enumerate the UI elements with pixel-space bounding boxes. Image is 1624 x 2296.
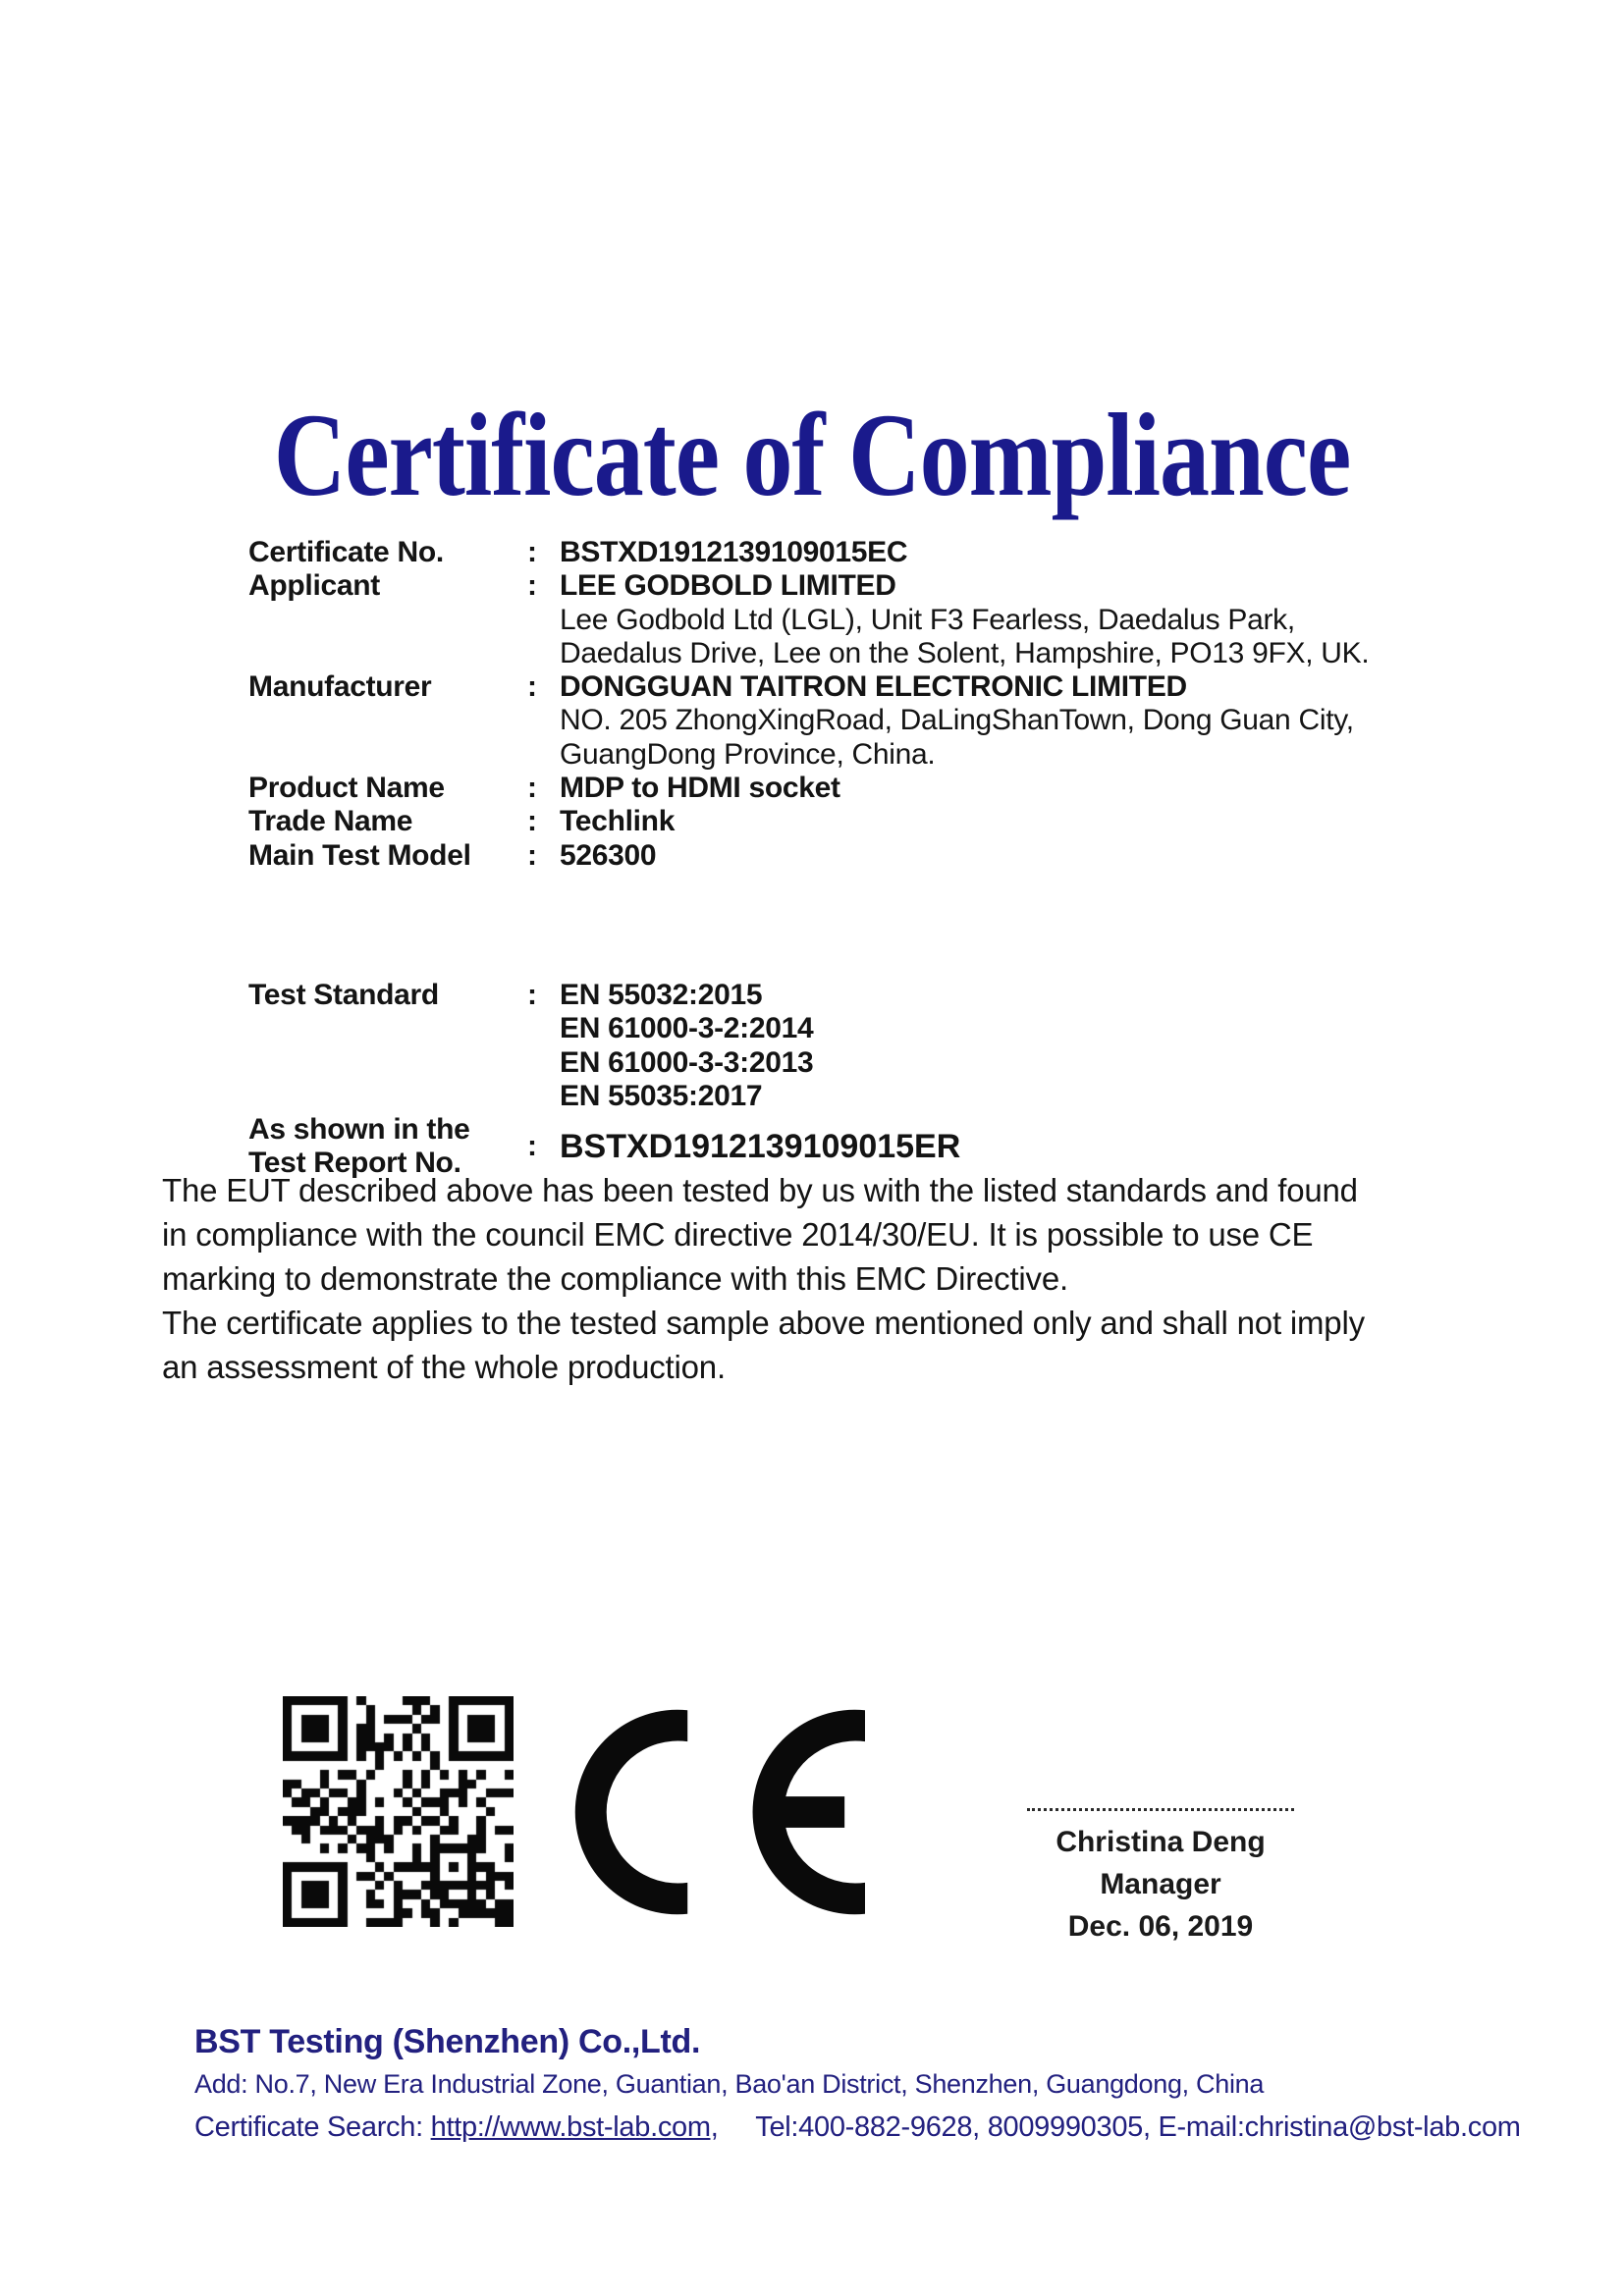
field-colon: :	[527, 569, 537, 603]
statement-line: in compliance with the council EMC directive 2014/30/EU. It is possible to use CE	[162, 1216, 1314, 1253]
field-row-test-standard	[248, 979, 1486, 1113]
statement-line: The certificate applies to the tested sample above mentioned only and shall not imply	[162, 1305, 1365, 1341]
page-title: Certificate of Compliance	[273, 390, 1351, 522]
trade-name-value: Techlink	[560, 805, 676, 838]
test-report-label-line1: As shown in the	[248, 1113, 470, 1147]
certificate-search-url[interactable]: http://www.bst-lab.com,	[430, 2111, 719, 2143]
certificate-no-value: BSTXD1912139109015EC	[560, 536, 908, 568]
test-report-label-line2: Test Report No.	[248, 1147, 461, 1180]
field-row-applicant	[248, 569, 1486, 670]
footer	[194, 2022, 1521, 2144]
applicant-name: LEE GODBOLD LIMITED	[560, 569, 896, 603]
statement-line: an assessment of the whole production.	[162, 1349, 726, 1385]
field-label-test-standard: Test Standard	[248, 978, 439, 1011]
field-colon: :	[527, 536, 537, 568]
field-label-certificate-no: Certificate No.	[248, 536, 444, 568]
manufacturer-address-line: GuangDong Province, China.	[560, 737, 936, 771]
field-colon: :	[527, 670, 537, 704]
field-label-trade-name: Trade Name	[248, 805, 413, 838]
product-name-value: MDP to HDMI socket	[560, 772, 840, 805]
manufacturer-address-line: NO. 205 ZhongXingRoad, DaLingShanTown, Dong Guan City,	[560, 704, 1354, 737]
field-colon: :	[527, 1130, 537, 1163]
field-label-applicant: Applicant	[248, 569, 380, 603]
main-test-model-value: 526300	[560, 838, 657, 872]
applicant-address-line: Daedalus Drive, Lee on the Solent, Hampshire, PO13 9FX, UK.	[560, 636, 1370, 669]
field-label-manufacturer: Manufacturer	[248, 670, 432, 704]
statement-line: marking to demonstrate the compliance with this EMC Directive.	[162, 1260, 1068, 1297]
footer-contact: Tel:400-882-9628, 8009990305, E-mail:christina@bst-lab.com	[755, 2111, 1521, 2143]
signer-name: Christina Deng	[1056, 1826, 1266, 1858]
field-row-product-name	[248, 772, 1486, 805]
field-colon: :	[527, 838, 537, 872]
field-label-product-name: Product Name	[248, 772, 445, 805]
ce-mark-icon	[574, 1708, 867, 1916]
test-standard-value: EN 61000-3-2:2014	[560, 1012, 814, 1045]
footer-address: Add: No.7, New Era Industrial Zone, Guantian, Bao'an District, Shenzhen, Guangdong, China	[194, 2069, 1265, 2099]
test-standard-value: EN 55032:2015	[560, 978, 763, 1011]
signature-block	[1013, 1798, 1308, 1948]
applicant-address-line: Lee Godbold Ltd (LGL), Unit F3 Fearless, Daedalus Park,	[560, 603, 1295, 636]
field-colon: :	[527, 978, 537, 1011]
field-row-trade-name	[248, 805, 1486, 838]
statement-line: The EUT described above has been tested by us with the listed standards and found	[162, 1172, 1358, 1208]
test-standard-value: EN 61000-3-3:2013	[560, 1045, 814, 1079]
signature-date: Dec. 06, 2019	[1067, 1910, 1254, 1943]
certificate-search-label: Certificate Search:	[194, 2111, 423, 2143]
manufacturer-name: DONGGUAN TAITRON ELECTRONIC LIMITED	[560, 670, 1187, 704]
signer-title: Manager	[1100, 1868, 1221, 1900]
field-colon: :	[527, 772, 537, 805]
statement-paragraph	[162, 1168, 1365, 1389]
field-row-main-test-model	[248, 839, 1486, 873]
qr-code	[283, 1696, 514, 1927]
field-colon: :	[527, 805, 537, 838]
test-standard-value: EN 55035:2017	[560, 1079, 763, 1112]
test-report-no-value: BSTXD1912139109015ER	[560, 1128, 961, 1166]
footer-search-line	[194, 2111, 1521, 2144]
field-row-manufacturer	[248, 670, 1486, 772]
footer-company: BST Testing (Shenzhen) Co.,Ltd.	[194, 2023, 701, 2060]
field-row-certificate-no	[248, 536, 1486, 569]
signature-dotted-line	[1027, 1798, 1294, 1811]
certificate-fields	[248, 536, 1486, 1181]
field-label-main-test-model: Main Test Model	[248, 838, 471, 872]
